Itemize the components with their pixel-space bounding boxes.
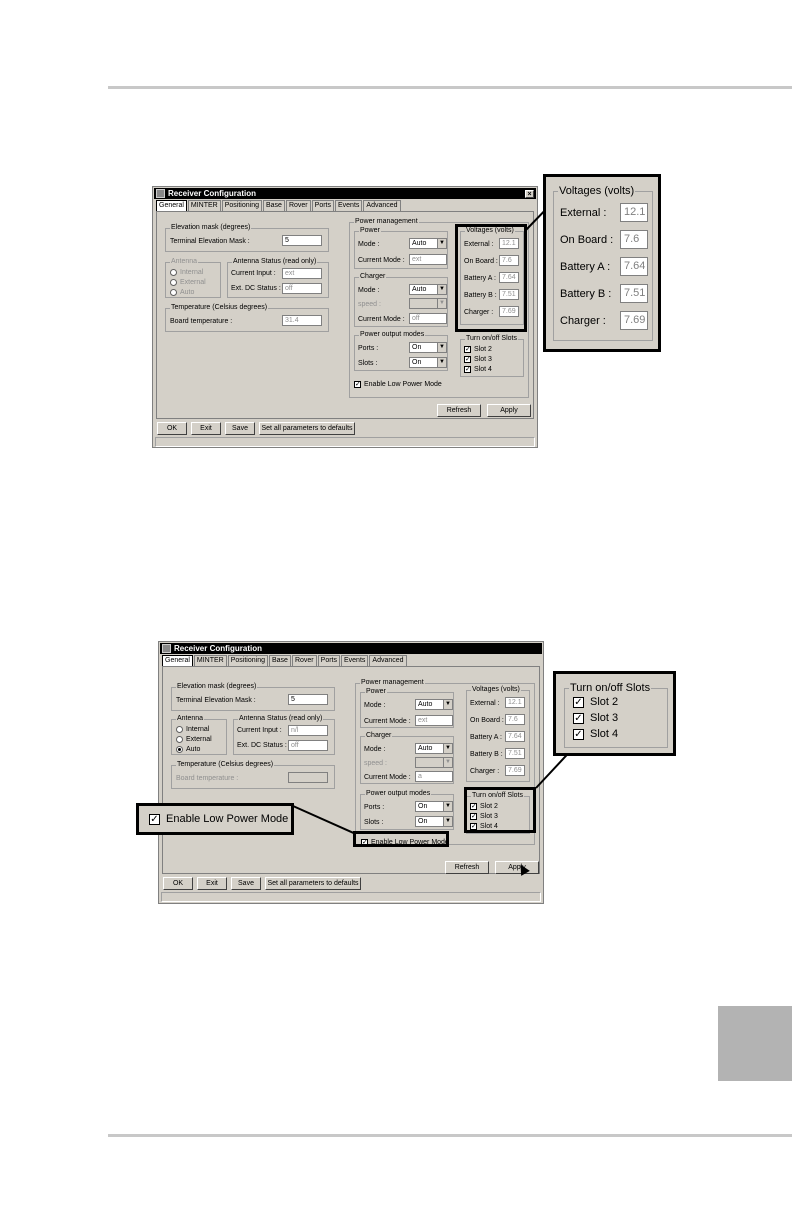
ports-value: On [412,344,422,351]
slot2-label: Slot 2 [474,346,492,353]
antenna-internal-radio[interactable] [170,269,177,276]
tab-rover[interactable]: Rover [292,655,317,666]
callout-voltages-title: Voltages (volts) [559,185,635,197]
chevron-down-icon: ▼ [437,239,446,248]
board-temp-field [288,772,328,783]
chevron-down-icon: ▼ [443,817,452,826]
onboard-field: 7.6 [505,714,525,725]
antenna-internal-radio[interactable] [176,726,183,733]
apply-button[interactable]: Apply [487,404,531,417]
tab-general[interactable]: General [156,200,187,211]
battery-b-label: Battery B : [470,751,503,758]
external-label: External : [470,700,500,707]
antenna-auto-label: Auto [186,746,201,753]
charger-current-mode-label: Current Mode : [364,774,411,781]
current-input-label: Current Input : [231,270,276,277]
battery-a-label: Battery A : [464,275,496,282]
chevron-down-icon: ▼ [437,299,446,308]
ok-button[interactable]: OK [163,877,193,890]
power-mode-label: Mode : [358,241,380,248]
battery-a-label: Battery A : [470,734,502,741]
power-output-group [354,331,448,371]
slots-title: Turn on/off Slots [466,335,517,342]
battery-b-field: 7.51 [505,748,525,759]
voltages-callout [543,174,661,352]
antenna-auto-radio[interactable] [170,289,177,296]
callout-charger-label: Charger : [560,315,606,327]
power-mode-select[interactable] [415,699,453,710]
slots-select[interactable] [409,357,447,368]
exit-button[interactable]: Exit [191,422,221,435]
callout-slot2-label: Slot 2 [590,696,619,708]
terminal-elevation-input[interactable]: 5 [288,694,328,705]
speed-label: speed : [358,301,381,308]
antenna-group-title: Antenna [177,715,204,722]
slot4-checkbox[interactable]: ✓ [465,366,471,373]
callout-charger-field: 7.69 [620,311,648,330]
slots-value: On [418,818,428,825]
antenna-auto-label: Auto [180,289,195,296]
slot2-checkbox[interactable]: ✓ [471,803,477,810]
callout-onboard-field: 7.6 [620,230,648,249]
slots-group [460,335,524,377]
board-temp-field: 31.4 [282,315,322,326]
speed-select[interactable] [415,757,453,768]
antenna-group-title: Antenna [171,258,198,265]
power-mgmt-title: Power management [361,679,424,686]
power-current-mode-field: ext [415,715,453,726]
low-power-callout [136,803,294,835]
slots-label: Slots : [358,360,378,367]
tab-advanced[interactable]: Advanced [369,655,406,666]
defaults-button[interactable]: Set all parameters to defaults [265,877,361,890]
power-subgroup [354,227,448,269]
low-power-highlight [353,831,449,847]
onboard-label: On Board : [464,258,498,265]
tab-events[interactable]: Events [335,200,362,211]
power-mode-label: Mode : [364,702,386,709]
chevron-down-icon: ▼ [437,343,446,352]
external-field: 12.1 [499,238,519,249]
apply-button[interactable]: Apply [495,861,539,874]
power-current-mode-field: ext [409,254,447,265]
slot2-checkbox[interactable]: ✓ [465,346,471,353]
callout-slots-group [564,682,668,748]
chevron-down-icon: ▼ [437,358,446,367]
status-bar [161,892,541,902]
voltages-title: Voltages (volts) [472,686,520,693]
antenna-internal-label: Internal [180,269,204,276]
tab-ports[interactable]: Ports [318,655,340,666]
current-input-label: Current Input : [237,727,282,734]
charger-current-mode-field: off [409,313,447,324]
power-mode-value: Auto [412,240,427,247]
battery-a-field: 7.64 [505,731,525,742]
callout-external-field: 12.1 [620,203,648,222]
power-subgroup-title: Power [360,227,380,234]
voltages-title: Voltages (volts) [466,227,514,234]
antenna-external-label: External [186,736,212,743]
bottom-rule [108,1134,792,1137]
speed-select[interactable] [409,298,447,309]
antenna-group [165,258,221,298]
ports-value: On [418,803,428,810]
tab-rover[interactable]: Rover [286,200,311,211]
callout-slot3-label: Slot 3 [590,712,619,724]
tab-advanced[interactable]: Advanced [363,200,400,211]
power-output-group [360,790,454,830]
onboard-label: On Board : [470,717,504,724]
tab-general[interactable]: General [162,655,193,666]
app-icon [156,189,165,198]
antenna-auto-radio[interactable] [176,746,183,753]
defaults-button[interactable]: Set all parameters to defaults [259,422,355,435]
temperature-group [171,761,335,789]
callout-battery-a-label: Battery A : [560,261,611,273]
temperature-group [165,304,329,332]
charger-mode-value: Auto [412,286,427,293]
exit-button[interactable]: Exit [197,877,227,890]
low-power-label: Enable Low Power Mode [364,381,442,388]
ports-select[interactable] [409,342,447,353]
receiver-config-window-2 [158,641,544,904]
tab-bar [156,200,402,211]
top-rule [108,86,792,89]
low-power-checkbox[interactable]: ✓ [355,381,361,388]
charger-subgroup [354,273,448,327]
charger-field: 7.69 [499,306,519,317]
tab-events[interactable]: Events [341,655,368,666]
voltages-highlight [455,224,527,332]
board-temp-label: Board temperature : [170,318,233,325]
elevation-group [165,224,329,252]
external-label: External : [464,241,494,248]
tab-bar [162,655,408,666]
power-current-mode-label: Current Mode : [358,257,405,264]
antenna-external-label: External [180,279,206,286]
current-input-field: n/l [288,725,328,736]
tab-base[interactable]: Base [269,655,291,666]
elevation-group [171,683,335,711]
tab-minter[interactable]: MINTER [194,655,227,666]
window-title: Receiver Configuration [174,644,263,653]
charger-mode-label: Mode : [364,746,386,753]
chevron-down-icon: ▼ [443,758,452,767]
slots-callout [553,671,676,756]
callout-battery-b-field: 7.51 [620,284,648,303]
charger-subgroup [360,732,454,784]
battery-b-field: 7.51 [499,289,519,300]
slot2-label: Slot 2 [480,803,498,810]
slot4-label: Slot 4 [474,366,492,373]
elevation-group-title: Elevation mask (degrees) [177,683,257,690]
charger-mode-value: Auto [418,745,433,752]
chevron-down-icon: ▼ [443,744,452,753]
callout-battery-a-field: 7.64 [620,257,648,276]
low-power-checkbox[interactable]: ✓ [362,839,368,846]
power-mode-value: Auto [418,701,433,708]
slot4-checkbox[interactable]: ✓ [471,823,477,830]
ext-dc-field: off [282,283,322,294]
chevron-down-icon: ▼ [437,285,446,294]
ports-select[interactable] [415,801,453,812]
callout-external-label: External : [560,207,607,219]
tab-base[interactable]: Base [263,200,285,211]
slot3-label: Slot 3 [474,356,492,363]
callout-voltages-group [553,185,653,341]
antenna-external-radio[interactable] [176,736,183,743]
power-subgroup-title: Power [366,688,386,695]
callout-slot4-label: Slot 4 [590,728,619,740]
battery-b-label: Battery B : [464,292,497,299]
tab-minter[interactable]: MINTER [188,200,221,211]
antenna-group [171,715,227,755]
ext-dc-field: off [288,740,328,751]
window-titlebar [160,643,542,654]
tab-positioning[interactable]: Positioning [222,200,262,211]
callout-low-power-checkbox: ✓ [150,814,159,825]
slots-label: Slots : [364,819,384,826]
power-subgroup [360,688,454,728]
refresh-button[interactable]: Refresh [437,404,481,417]
close-button[interactable]: × [525,190,534,198]
power-output-title: Power output modes [366,790,431,797]
board-temp-label: Board temperature : [176,775,239,782]
chevron-down-icon: ▼ [443,802,452,811]
charger-label: Charger : [464,309,494,316]
ports-label: Ports : [364,804,385,811]
terminal-elevation-input[interactable]: 5 [282,235,322,246]
charger-field: 7.69 [505,765,525,776]
refresh-button[interactable]: Refresh [445,861,489,874]
ext-dc-label: Ext. DC Status : [237,742,287,749]
slot4-label: Slot 4 [480,823,498,830]
low-power-label: Enable Low Power Mode [371,839,449,846]
speed-label: speed : [364,760,387,767]
external-field: 12.1 [505,697,525,708]
onboard-field: 7.6 [499,255,519,266]
charger-subgroup-title: Charger [360,273,386,280]
callout-slot2-checkbox: ✓ [574,697,583,708]
charger-current-mode-field: a [415,771,453,782]
callout-battery-b-label: Battery B : [560,288,612,300]
ports-label: Ports : [358,345,379,352]
antenna-internal-label: Internal [186,726,210,733]
window-titlebar [154,188,536,199]
general-panel [162,666,540,874]
status-bar [155,437,535,447]
antenna-status-group [233,715,335,755]
tab-positioning[interactable]: Positioning [228,655,268,666]
battery-a-field: 7.64 [499,272,519,283]
power-mode-select[interactable] [409,238,447,249]
chapter-tab [718,1006,792,1081]
slots-value: On [412,359,422,366]
callout-slot4-checkbox: ✓ [574,729,583,740]
callout-onboard-label: On Board : [560,234,614,246]
antenna-status-group [227,258,329,298]
tab-ports[interactable]: Ports [312,200,334,211]
antenna-status-title: Antenna Status (read only) [239,715,323,722]
chevron-down-icon: ▼ [443,700,452,709]
slot3-checkbox[interactable]: ✓ [465,356,471,363]
charger-mode-label: Mode : [358,287,380,294]
voltages-group [466,686,530,782]
callout-slot3-checkbox: ✓ [574,713,583,724]
power-current-mode-label: Current Mode : [364,718,411,725]
charger-mode-select[interactable] [409,284,447,295]
power-mgmt-title: Power management [355,218,418,225]
ext-dc-label: Ext. DC Status : [231,285,281,292]
slots-highlight [464,787,536,833]
window-title: Receiver Configuration [168,189,257,198]
temperature-title: Temperature (Celsius degrees) [177,761,274,768]
slots-select[interactable] [415,816,453,827]
antenna-status-title: Antenna Status (read only) [233,258,317,265]
terminal-elevation-label: Terminal Elevation Mask : [170,238,250,245]
terminal-elevation-label: Terminal Elevation Mask : [176,697,256,704]
charger-label: Charger : [470,768,500,775]
slot3-label: Slot 3 [480,813,498,820]
current-input-field: ext [282,268,322,279]
slots-title: Turn on/off Slots [472,792,523,799]
power-output-title: Power output modes [360,331,425,338]
app-icon [162,644,171,653]
callout-slots-title: Turn on/off Slots [570,682,651,694]
slot3-checkbox[interactable]: ✓ [471,813,477,820]
charger-subgroup-title: Charger [366,732,392,739]
charger-mode-select[interactable] [415,743,453,754]
save-button[interactable]: Save [225,422,255,435]
elevation-group-title: Elevation mask (degrees) [171,224,251,231]
save-button[interactable]: Save [231,877,261,890]
callout-low-power-label: Enable Low Power Mode [166,813,289,825]
antenna-external-radio[interactable] [170,279,177,286]
temperature-title: Temperature (Celsius degrees) [171,304,268,311]
ok-button[interactable]: OK [157,422,187,435]
charger-current-mode-label: Current Mode : [358,316,405,323]
